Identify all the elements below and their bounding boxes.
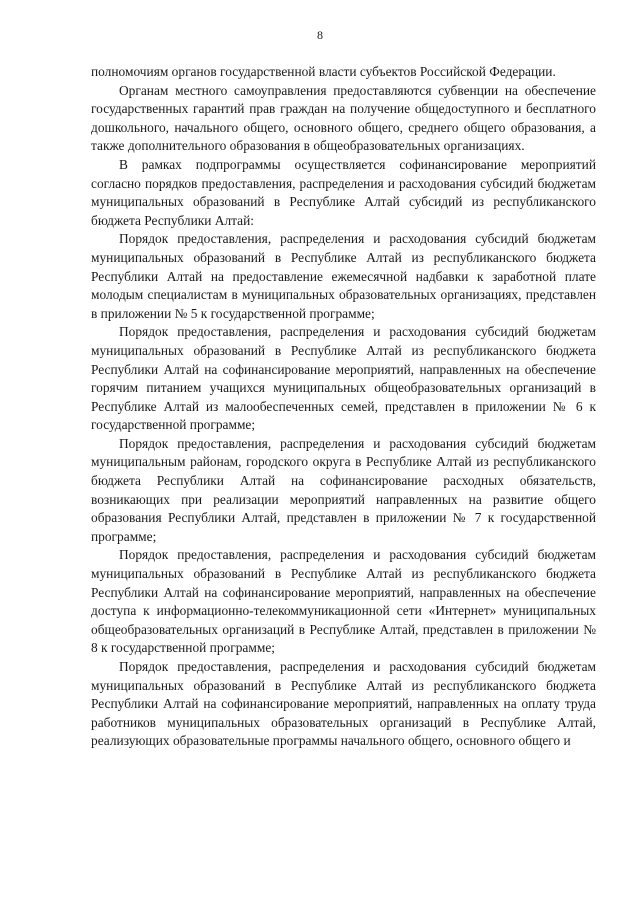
paragraph-cofinancing-intro: В рамках подпрограммы осуществляется софинансирование мероприятий согласно порядков предоставления, распределения и расходования субсидий бюджетам муниципальных образований в Республике Алтай субсидий из республиканского бюджета Республики Алтай: [91,156,596,228]
paragraph-continuation: полномочиям органов государственной власти субъектов Российской Федерации. [91,64,556,79]
paragraph-subventions: Органам местного самоуправления предоставляются субвенции на обеспечение государственных гарантий прав граждан на получение общедоступного и бесплатного дошкольного, начального общего, основного общего, среднего общего образования, а также дополнительного образования в общеобразовательных организациях. [91,82,596,154]
paragraph-appendix-8: Порядок предоставления, распределения и расходования субсидий бюджетам муниципальных образований в Республике Алтай из республиканского бюджета Республики Алтай на софинансирование мероприятий, направленных на обеспечение доступа к информационно-телекоммуникационной сети «Интернет» муниципальных общеобразовательных организаций в Республике Алтай, представлен в приложении № 8 к государственной программе; [91,547,596,656]
paragraph-appendix-7: Порядок предоставления, распределения и расходования субсидий бюджетам муниципальным районам, городского округа в Республике Алтай из республиканского бюджета Республики Алтай на софинансирование расходных обязательств, возникающих при реализации мероприятий направленных на развитие общего образования Республики Алтай, представлен в приложении № 7 к государственной программе; [91,435,596,544]
page-number: 8 [317,28,323,42]
document-body [91,63,596,751]
paragraph-appendix-6: Порядок предоставления, распределения и расходования субсидий бюджетам муниципальных образований в Республике Алтай из республиканского бюджета Республики Алтай на софинансирование мероприятий, направленных на обеспечение горячим питанием учащихся муниципальных общеобразовательных организаций в Республике Алтай из малообеспеченных семей, представлен в приложении № 6 к государственной программе; [91,324,596,433]
paragraph-salary-cofinancing: Порядок предоставления, распределения и расходования субсидий бюджетам муниципальных образований в Республике Алтай из республиканского бюджета Республики Алтай на софинансирование мероприятий, направленных на оплату труда работников муниципальных образовательных организаций в Республике Алтай, реализующих образовательные программы начального общего, основного общего и [91,659,596,749]
paragraph-appendix-5: Порядок предоставления, распределения и расходования субсидий бюджетам муниципальных образований в Республике Алтай из республиканского бюджета Республики Алтай на предоставление ежемесячной надбавки к заработной плате молодым специалистам в муниципальных образовательных организациях, представлен в приложении № 5 к государственной программе; [91,231,596,321]
